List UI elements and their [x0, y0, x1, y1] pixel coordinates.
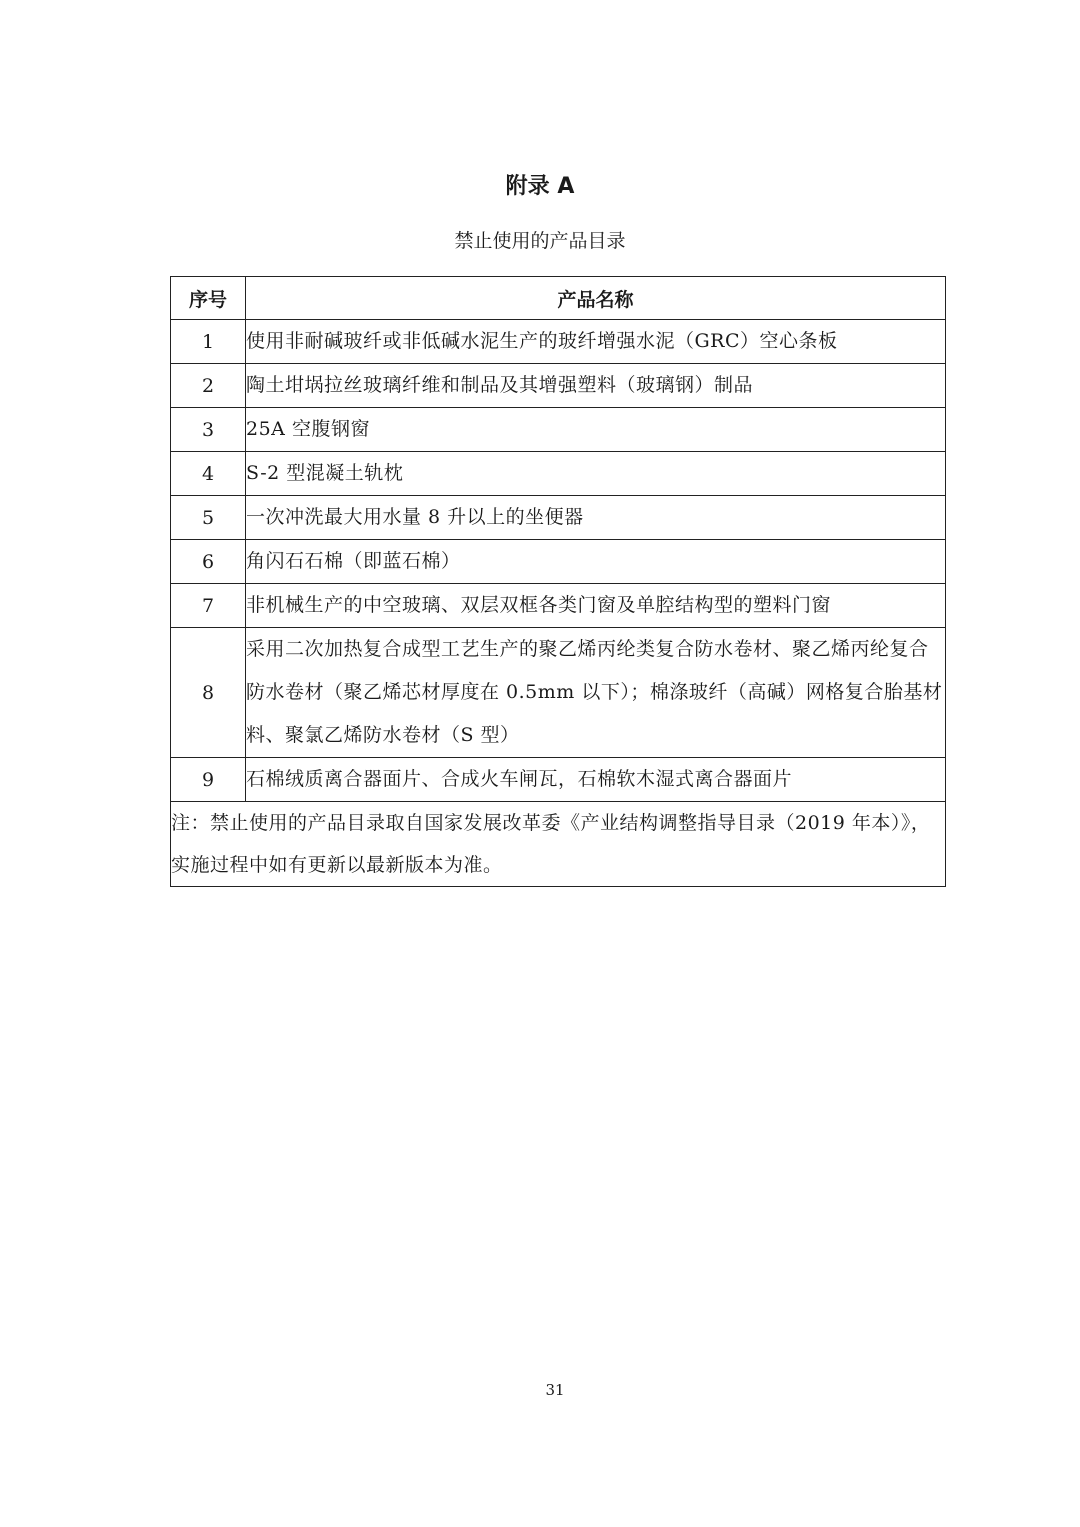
row-seq: 3: [171, 408, 246, 452]
table-row: [171, 496, 946, 540]
table-caption: 禁止使用的产品目录: [454, 230, 626, 252]
row-name: S-2 型混凝土轨枕: [246, 452, 946, 496]
table-row: [171, 364, 946, 408]
row-name: 陶土坩埚拉丝玻璃纤维和制品及其增强塑料（玻璃钢）制品: [246, 364, 946, 408]
appendix-title: 附录 A: [505, 174, 575, 199]
row-seq: 4: [171, 452, 246, 496]
header-seq: 序号: [171, 277, 246, 320]
row-seq: 1: [171, 320, 246, 364]
table-header-row: [171, 277, 946, 320]
row-seq: 5: [171, 496, 246, 540]
table-row: [171, 452, 946, 496]
row-name: 石棉绒质离合器面片、合成火车闸瓦，石棉软木湿式离合器面片: [246, 758, 946, 802]
row-seq: 6: [171, 540, 246, 584]
row-name: 一次冲洗最大用水量 8 升以上的坐便器: [246, 496, 946, 540]
table-row: [171, 540, 946, 584]
row-name: 非机械生产的中空玻璃、双层双框各类门窗及单腔结构型的塑料门窗: [246, 584, 946, 628]
row-name: 使用非耐碱玻纤或非低碱水泥生产的玻纤增强水泥（GRC）空心条板: [246, 320, 946, 364]
header-name: 产品名称: [246, 277, 946, 320]
table-note: 注：禁止使用的产品目录取自国家发展改革委《产业结构调整指导目录（2019 年本）》，实施过程中如有更新以最新版本为准。: [171, 802, 946, 887]
row-seq: 2: [171, 364, 246, 408]
row-name: 采用二次加热复合成型工艺生产的聚乙烯丙纶类复合防水卷材、聚乙烯丙纶复合防水卷材（聚乙烯芯材厚度在 0.5mm 以下）；棉涤玻纤（高碱）网格复合胎基材料、聚氯乙烯防水卷材（S 型）: [246, 628, 946, 758]
table-note-row: [171, 802, 946, 887]
row-name: 25A 空腹钢窗: [246, 408, 946, 452]
row-seq: 7: [171, 584, 246, 628]
row-seq: 8: [171, 628, 246, 758]
table-row: [171, 628, 946, 758]
table-row: [171, 408, 946, 452]
row-seq: 9: [171, 758, 246, 802]
table-row: [171, 758, 946, 802]
prohibited-products-table: [170, 276, 946, 887]
row-name: 角闪石石棉（即蓝石棉）: [246, 540, 946, 584]
table-row: [171, 320, 946, 364]
table-row: [171, 584, 946, 628]
page-number: 31: [545, 1381, 565, 1399]
